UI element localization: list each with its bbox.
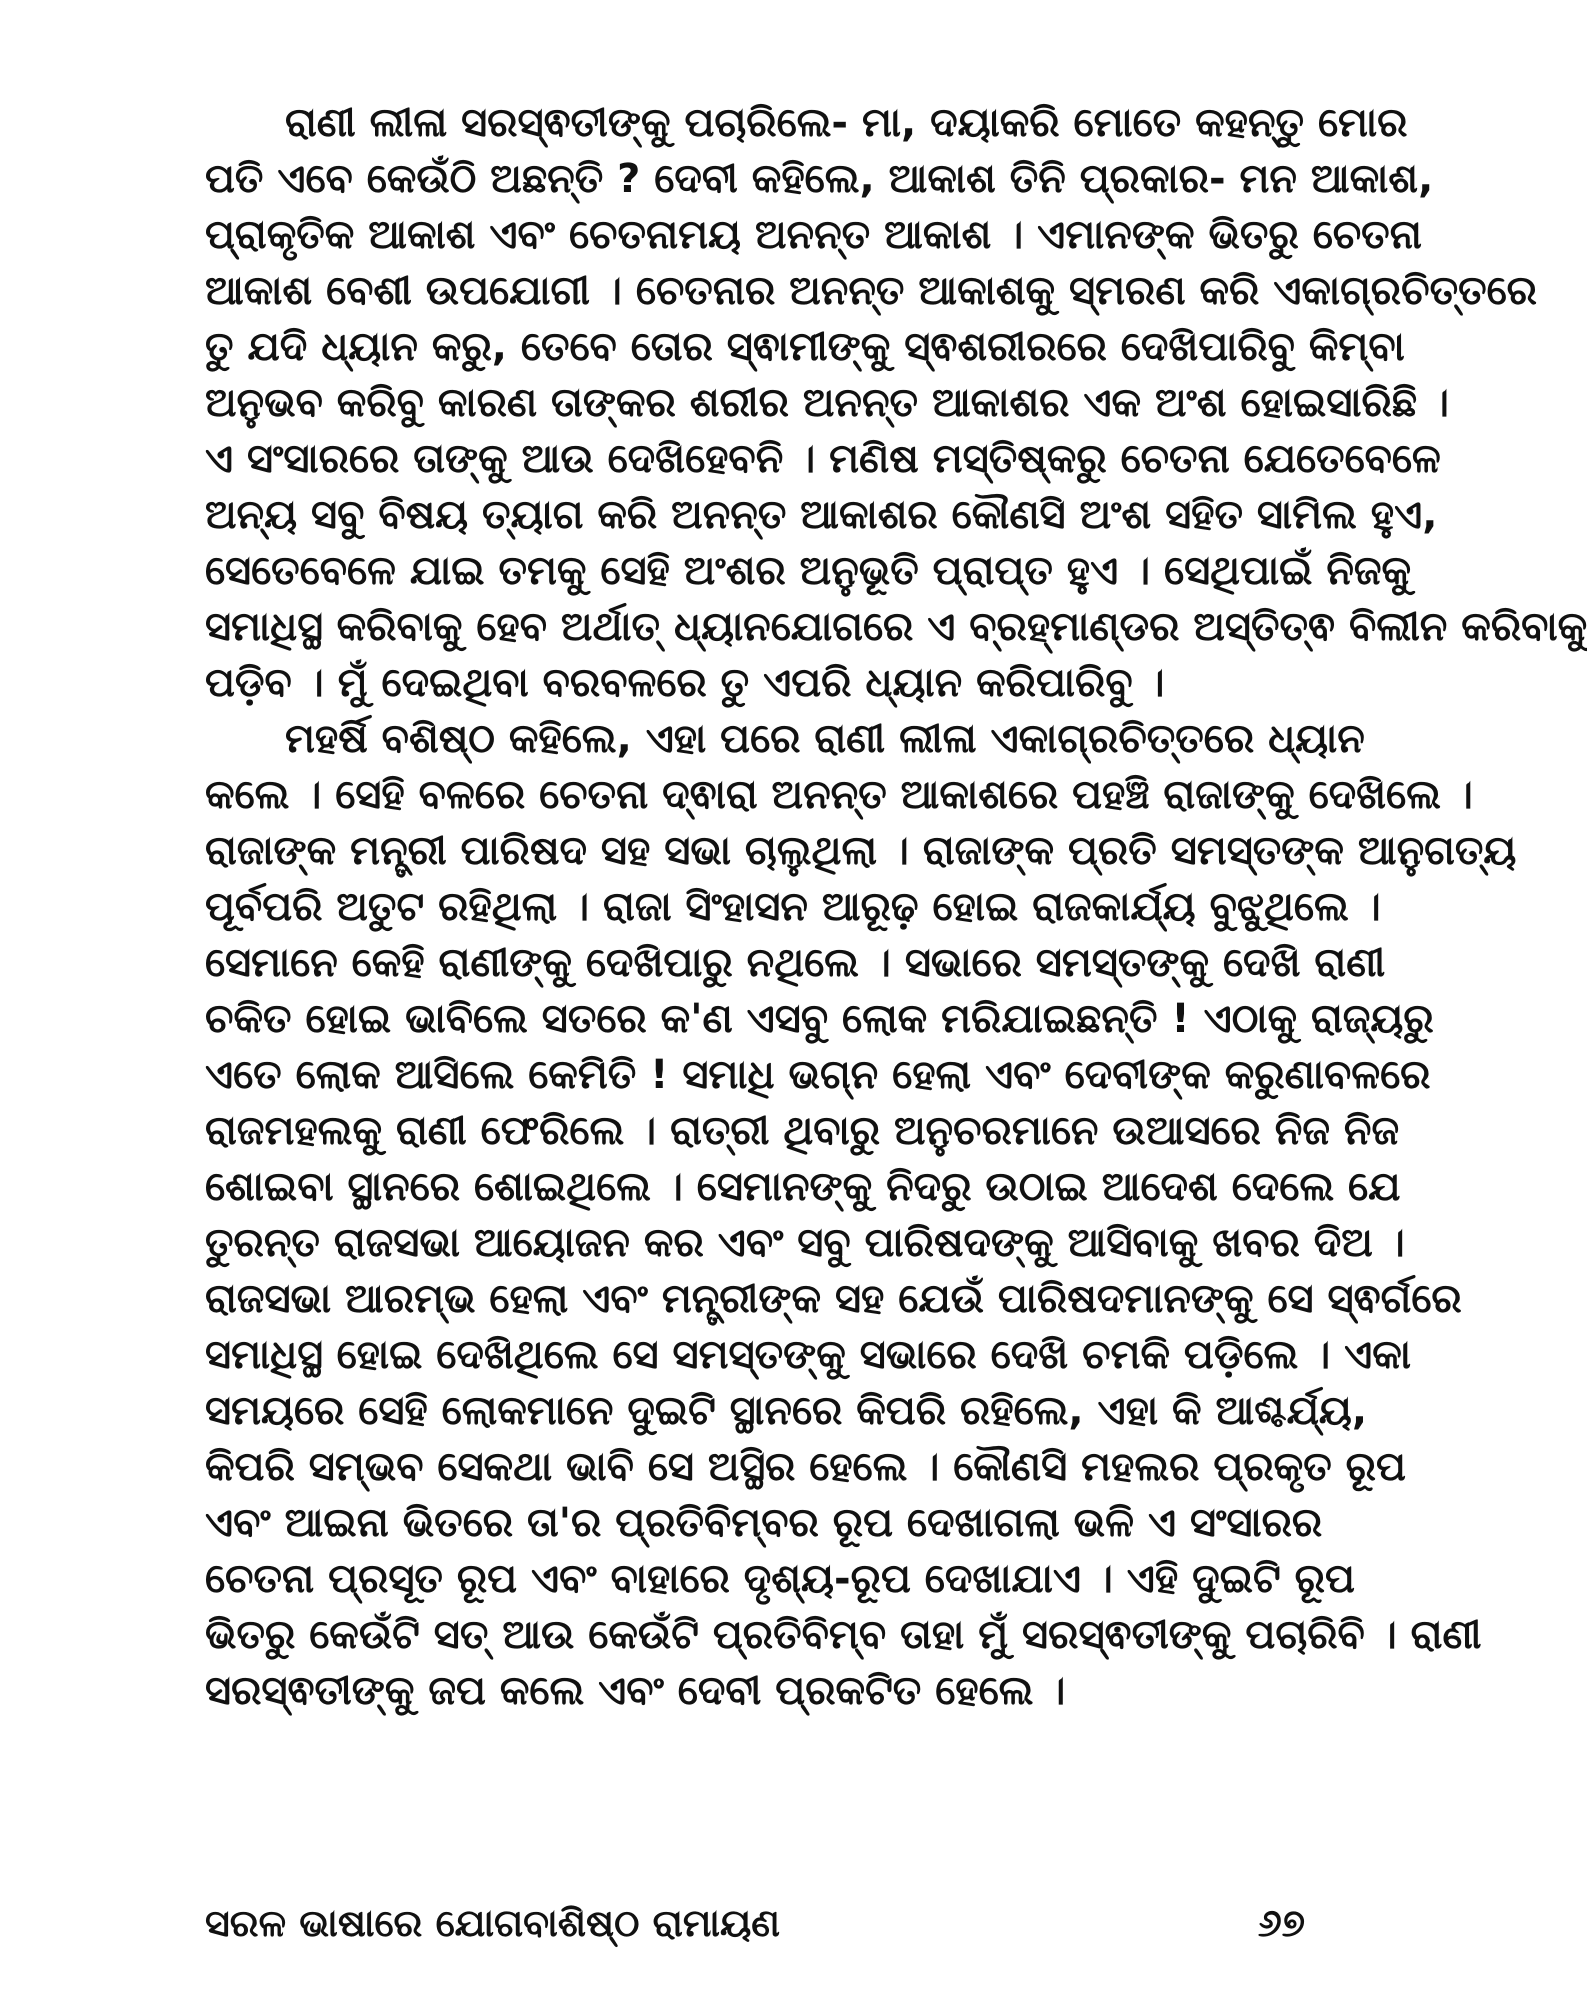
text-line: ଆକାଶ ବେଶୀ ଉପଯୋଗୀ । ଚେତନାର ଅନନ୍ତ ଆକାଶକୁ ସ୍ମରଣ କରି ଏକାଗ୍ରଚିତ୍ତରେ <box>205 268 1537 314</box>
text-line: ଅନ୍ୟ ସବୁ ବିଷୟ ତ୍ୟାଗ କରି ଅନନ୍ତ ଆକାଶର କୌଣସି ଅଂଶ ସହିତ ସାମିଲ ହୁଏ, <box>205 492 1438 538</box>
body-text <box>205 95 1587 1719</box>
text-line: ରାଣୀ ଲୀଳା ସରସ୍ଵତୀଙ୍କୁ ପଚାରିଲେ- ମା, ଦୟାକରି ମୋତେ କହନ୍ତୁ ମୋର <box>285 100 1408 146</box>
page-footer <box>205 1898 1305 1948</box>
text-line: ପୂର୍ବପରି ଅତୁଟ ରହିଥିଲା । ରାଜା ସିଂହାସନ ଆରୂଢ଼ ହୋଇ ରାଜକାର୍ଯ୍ୟ ବୁଝୁଥିଲେ । <box>205 884 1381 930</box>
text-line: ସମାଧିସ୍ଥ କରିବାକୁ ହେବ ଅର୍ଥାତ୍ ଧ୍ୟାନଯୋଗରେ ଏ ବ୍ରହ୍ମାଣ୍ଡର ଅସ୍ତିତ୍ଵ ବିଲୀନ କରିବାକୁ <box>205 604 1587 650</box>
text-line: ତୁ ଯଦି ଧ୍ୟାନ କରୁ, ତେବେ ତୋର ସ୍ଵାମୀଙ୍କୁ ସ୍ଵଶରୀରରେ ଦେଖିପାରିବୁ କିମ୍ବା <box>205 324 1405 370</box>
text-line: ରାଜାଙ୍କ ମନ୍ତ୍ରୀ ପାରିଷଦ ସହ ସଭା ଚାଲୁଥିଲା । ରାଜାଙ୍କ ପ୍ରତି ସମସ୍ତଙ୍କ ଆନୁଗତ୍ୟ <box>205 828 1517 874</box>
text-line: ସରସ୍ଵତୀଙ୍କୁ ଜପ କଲେ ଏବଂ ଦେବୀ ପ୍ରକଟିତ ହେଲେ । <box>205 1668 1066 1714</box>
page-number: ୬୭ <box>1257 1901 1305 1945</box>
text-line: ଏତେ ଲୋକ ଆସିଲେ କେମିତି ! ସମାଧି ଭଗ୍ନ ହେଲା ଏବଂ ଦେବୀଙ୍କ କରୁଣାବଳରେ <box>205 1052 1431 1098</box>
paragraph-2 <box>205 711 1517 1719</box>
book-title: ସରଳ ଭାଷାରେ ଯୋଗବାଶିଷ୍ଠ ରାମାୟଣ <box>205 1901 781 1945</box>
text-line: କିପରି ସମ୍ଭବ ସେକଥା ଭାବି ସେ ଅସ୍ଥିର ହେଲେ । କୌଣସି ମହଲର ପ୍ରକୃତ ରୂପ <box>205 1444 1406 1490</box>
text-line: ଶୋଇବା ସ୍ଥାନରେ ଶୋଇଥିଲେ । ସେମାନଙ୍କୁ ନିଦରୁ ଉଠାଇ ଆଦେଶ ଦେଲେ ଯେ <box>205 1164 1401 1210</box>
text-line: ଭିତରୁ କେଉଁଟି ସତ୍ ଆଉ କେଉଁଟି ପ୍ରତିବିମ୍ବ ତାହା ମୁଁ ସରସ୍ଵତୀଙ୍କୁ ପଚାରିବି । ରାଣୀ <box>205 1612 1482 1658</box>
text-line: ସେତେବେଳେ ଯାଇ ତମକୁ ସେହି ଅଂଶର ଅନୁଭୂତି ପ୍ରାପ୍ତ ହୁଏ । ସେଥିପାଇଁ ନିଜକୁ <box>205 548 1412 594</box>
text-line: ପ୍ରାକୃତିକ ଆକାଶ ଏବଂ ଚେତନାମୟ ଅନନ୍ତ ଆକାଶ । ଏମାନଙ୍କ ଭିତରୁ ଚେତନା <box>205 212 1422 258</box>
text-line: ଏବଂ ଆଇନା ଭିତରେ ତା'ର ପ୍ରତିବିମ୍ବର ରୂପ ଦେଖାଗଲା ଭଳି ଏ ସଂସାରର <box>205 1500 1323 1546</box>
text-line: ରାଜସଭା ଆରମ୍ଭ ହେଲା ଏବଂ ମନ୍ତ୍ରୀଙ୍କ ସହ ଯେଉଁ ପାରିଷଦମାନଙ୍କୁ ସେ ସ୍ଵର୍ଗରେ <box>205 1276 1462 1322</box>
text-line: ପତି ଏବେ କେଉଁଠି ଅଛନ୍ତି ? ଦେବୀ କହିଲେ, ଆକାଶ ତିନି ପ୍ରକାର- ମନ ଆକାଶ, <box>205 156 1434 202</box>
text-line: ସମାଧିସ୍ଥ ହୋଇ ଦେଖିଥିଲେ ସେ ସମସ୍ତଙ୍କୁ ସଭାରେ ଦେଖି ଚମକି ପଡ଼ିଲେ । ଏକା <box>205 1332 1411 1378</box>
text-line: କଲେ । ସେହି ବଳରେ ଚେତନା ଦ୍ଵାରା ଅନନ୍ତ ଆକାଶରେ ପହଞ୍ଚି ରାଜାଙ୍କୁ ଦେଖିଲେ । <box>205 772 1473 818</box>
text-line: ଚକିତ ହୋଇ ଭାବିଲେ ସତରେ କ'ଣ ଏସବୁ ଲୋକ ମରିଯାଇଛନ୍ତି ! ଏଠାକୁ ରାଜ୍ୟରୁ <box>205 996 1434 1042</box>
text-line: ସମୟରେ ସେହି ଲୋକମାନେ ଦୁଇଟି ସ୍ଥାନରେ କିପରି ରହିଲେ, ଏହା କି ଆଶ୍ଚର୍ଯ୍ୟ, <box>205 1388 1368 1434</box>
text-line: ଅନୁଭବ କରିବୁ କାରଣ ତାଙ୍କର ଶରୀର ଅନନ୍ତ ଆକାଶର ଏକ ଅଂଶ ହୋଇସାରିଛି । <box>205 380 1450 426</box>
text-line: ଏ ସଂସାରରେ ତାଙ୍କୁ ଆଉ ଦେଖିହେବନି । ମଣିଷ ମସ୍ତିଷ୍କରୁ ଚେତନା ଯେତେବେଳେ <box>205 436 1441 482</box>
text-line: ମହର୍ଷି ବଶିଷ୍ଠ କହିଲେ, ଏହା ପରେ ରାଣୀ ଲୀଳା ଏକାଗ୍ରଚିତ୍ତରେ ଧ୍ୟାନ <box>285 716 1365 762</box>
paragraph-1 <box>205 95 1587 711</box>
text-line: ଚେତନା ପ୍ରସୂତ ରୂପ ଏବଂ ବାହାରେ ଦୃଶ୍ୟ-ରୂପ ଦେଖାଯାଏ । ଏହି ଦୁଇଟି ରୂପ <box>205 1556 1355 1602</box>
text-line: ପଡ଼ିବ । ମୁଁ ଦେଇଥିବା ବରବଳରେ ତୁ ଏପରି ଧ୍ୟାନ କରିପାରିବୁ । <box>205 660 1165 706</box>
text-line: ତୁରନ୍ତ ରାଜସଭା ଆୟୋଜନ କର ଏବଂ ସବୁ ପାରିଷଦଙ୍କୁ ଆସିବାକୁ ଖବର ଦିଅ । <box>205 1220 1405 1266</box>
text-line: ରାଜମହଲକୁ ରାଣୀ ଫେରିଲେ । ରାତ୍ରୀ ଥିବାରୁ ଅନୁଚରମାନେ ଉଆସରେ ନିଜ ନିଜ <box>205 1108 1400 1154</box>
text-line: ସେମାନେ କେହି ରାଣୀଙ୍କୁ ଦେଖିପାରୁ ନଥିଲେ । ସଭାରେ ସମସ୍ତଙ୍କୁ ଦେଖି ରାଣୀ <box>205 940 1386 986</box>
